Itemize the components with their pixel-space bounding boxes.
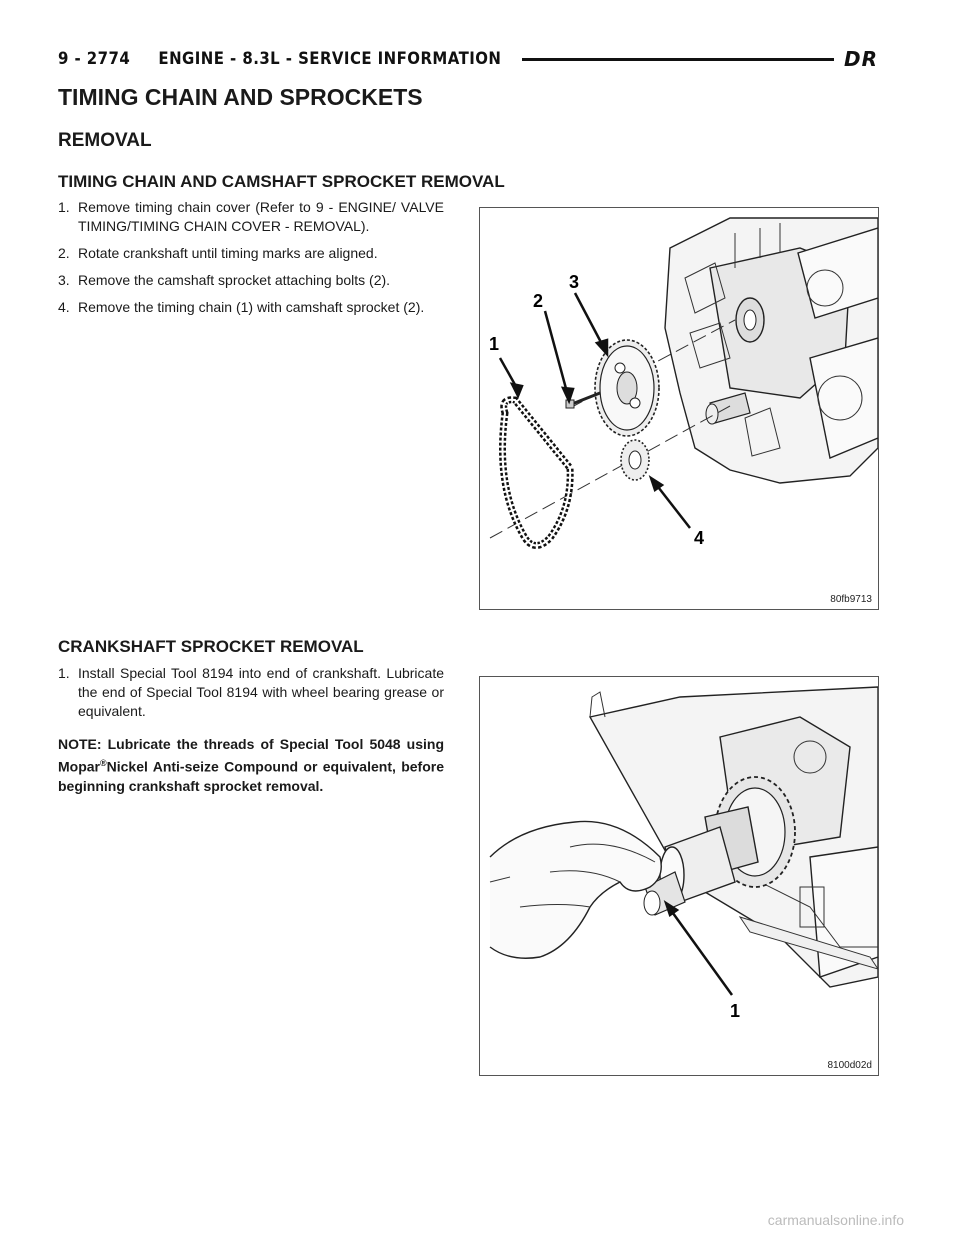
- callout-2: 2: [533, 291, 544, 311]
- callout-3: 3: [569, 272, 580, 292]
- chain-section-heading: TIMING CHAIN AND CAMSHAFT SPROCKET REMOVAL: [58, 172, 505, 191]
- callout-1: 1: [730, 1001, 741, 1021]
- page-reference: 9 - 2774 ENGINE - 8.3L - SERVICE INFORMATION: [58, 49, 502, 69]
- figure-id: 80fb9713: [830, 594, 872, 605]
- crankshaft-sprocket-figure: [479, 676, 879, 1076]
- list-item: 1. Remove timing chain cover (Refer to 9 - ENGINE/ VALVE TIMING/TIMING CHAIN COVER - REMOVAL).: [58, 199, 444, 234]
- list-item: 2. Rotate crankshaft until timing marks are aligned.: [58, 245, 378, 261]
- crank-steps-list: [58, 664, 444, 729]
- site-watermark: carmanualsonline.info: [767, 1212, 904, 1228]
- chain-steps-list: [58, 198, 444, 325]
- crankshaft-tool-illustration: [480, 677, 878, 1075]
- timing-chain-illustration: [480, 208, 878, 609]
- header-rule: [522, 58, 834, 61]
- callout-1: 1: [489, 334, 500, 354]
- lubrication-note: NOTE: Lubricate the threads of Special Tool 5048 using Mopar®Nickel Anti-seize Compound or equivalent, before beginning crankshaft sprocket removal.: [58, 736, 444, 794]
- list-item: 1. Install Special Tool 8194 into end of crankshaft. Lubricate the end of Special Tool 8194 with wheel bearing grease or equivalent.: [58, 665, 444, 719]
- removal-heading: REMOVAL: [58, 130, 152, 151]
- registered-mark: ®: [100, 758, 107, 768]
- timing-chain-figure: [479, 207, 879, 610]
- callout-4: 4: [694, 528, 705, 548]
- page-title: TIMING CHAIN AND SPROCKETS: [58, 84, 423, 110]
- figure-id: 8100d02d: [827, 1060, 872, 1071]
- crank-section-heading: CRANKSHAFT SPROCKET REMOVAL: [58, 637, 364, 656]
- list-item: 4. Remove the timing chain (1) with camshaft sprocket (2).: [58, 299, 425, 315]
- list-item: 3. Remove the camshaft sprocket attaching bolts (2).: [58, 272, 391, 288]
- page-header: [58, 44, 878, 74]
- model-code: DR: [843, 47, 878, 71]
